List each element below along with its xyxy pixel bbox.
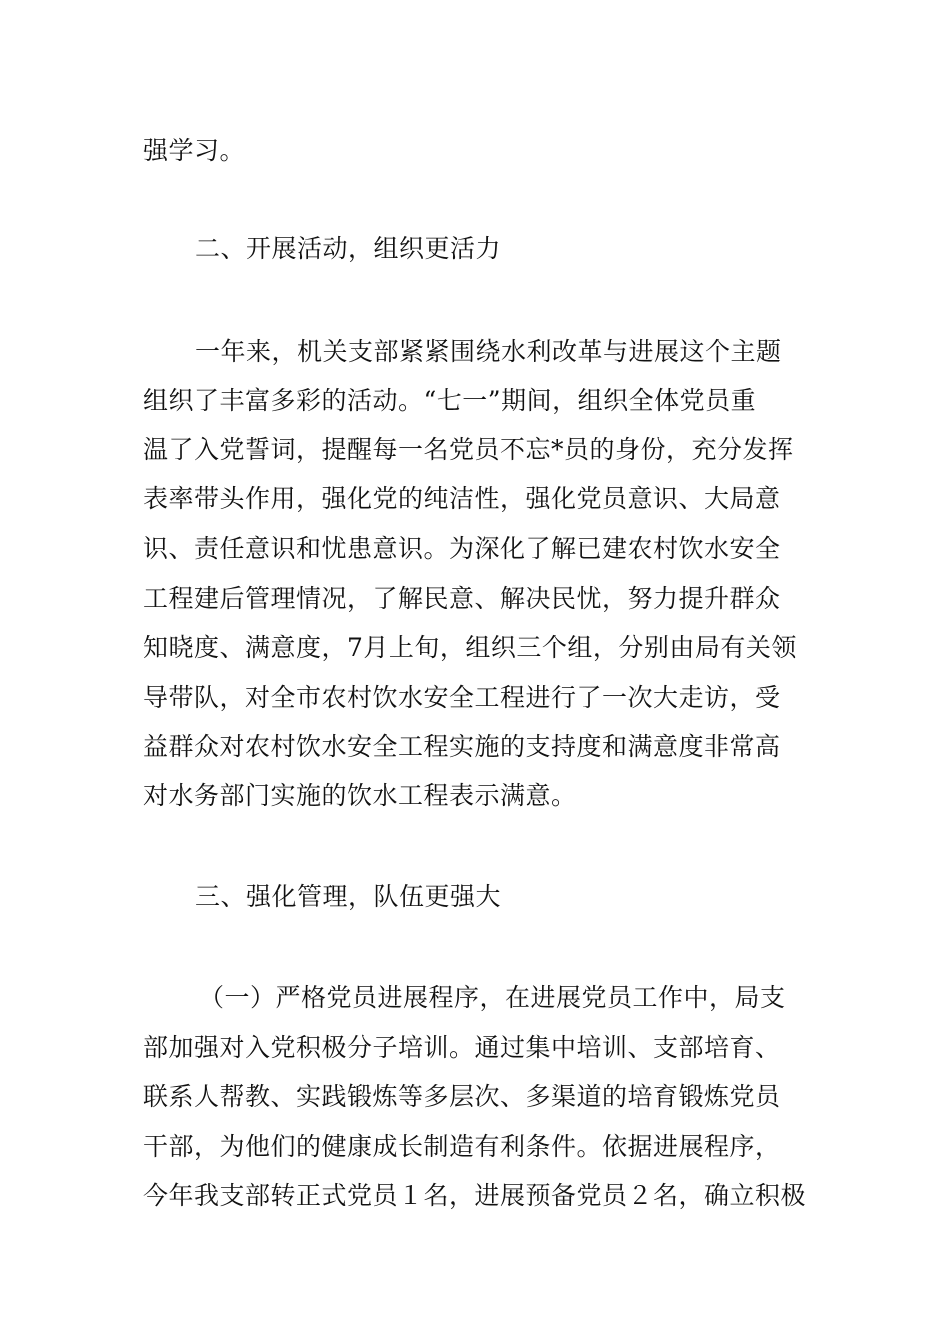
paragraph-line: 导带队，对全市农村饮水安全工程进行了一次大走访，受: [143, 683, 781, 712]
paragraph-line: 一年来，机关支部紧紧围绕水利改革与进展这个主题: [195, 337, 782, 366]
paragraph-line: 部加强对入党积极分子培训。通过集中培训、支部培育、: [143, 1033, 781, 1062]
section-heading-2: 二、开展活动，组织更活力: [195, 234, 502, 263]
paragraph-line: 干部，为他们的健康成长制造有利条件。依据进展程序，: [143, 1132, 781, 1161]
paragraph-line: 强学习。: [143, 136, 246, 165]
section-heading-3: 三、强化管理，队伍更强大: [195, 882, 502, 911]
paragraph-line: 温了入党誓词，提醒每一名党员不忘*员的身份，充分发挥: [143, 435, 794, 464]
paragraph-line: 益群众对农村饮水安全工程实施的支持度和满意度非常高: [143, 732, 781, 761]
paragraph-line: 知晓度、满意度，7月上旬，组织三个组，分别由局有关领: [143, 633, 797, 662]
paragraph-line: 对水务部门实施的饮水工程表示满意。: [143, 781, 577, 810]
paragraph-line: 识、责任意识和忧患意识。为深化了解已建农村饮水安全: [143, 534, 781, 563]
paragraph-line: 工程建后管理情况，了解民意、解决民忧，努力提升群众: [143, 584, 781, 613]
paragraph-line: （一）严格党员进展程序，在进展党员工作中，局支: [199, 983, 786, 1012]
paragraph-line: 表率带头作用，强化党的纯洁性，强化党员意识、大局意: [143, 484, 781, 513]
paragraph-line: 联系人帮教、实践锻炼等多层次、多渠道的培育锻炼党员: [143, 1082, 781, 1111]
paragraph-line: 今年我支部转正式党员１名，进展预备党员２名，确立积极: [143, 1181, 807, 1210]
paragraph-line: 组织了丰富多彩的活动。“七一”期间，组织全体党员重: [143, 386, 757, 415]
